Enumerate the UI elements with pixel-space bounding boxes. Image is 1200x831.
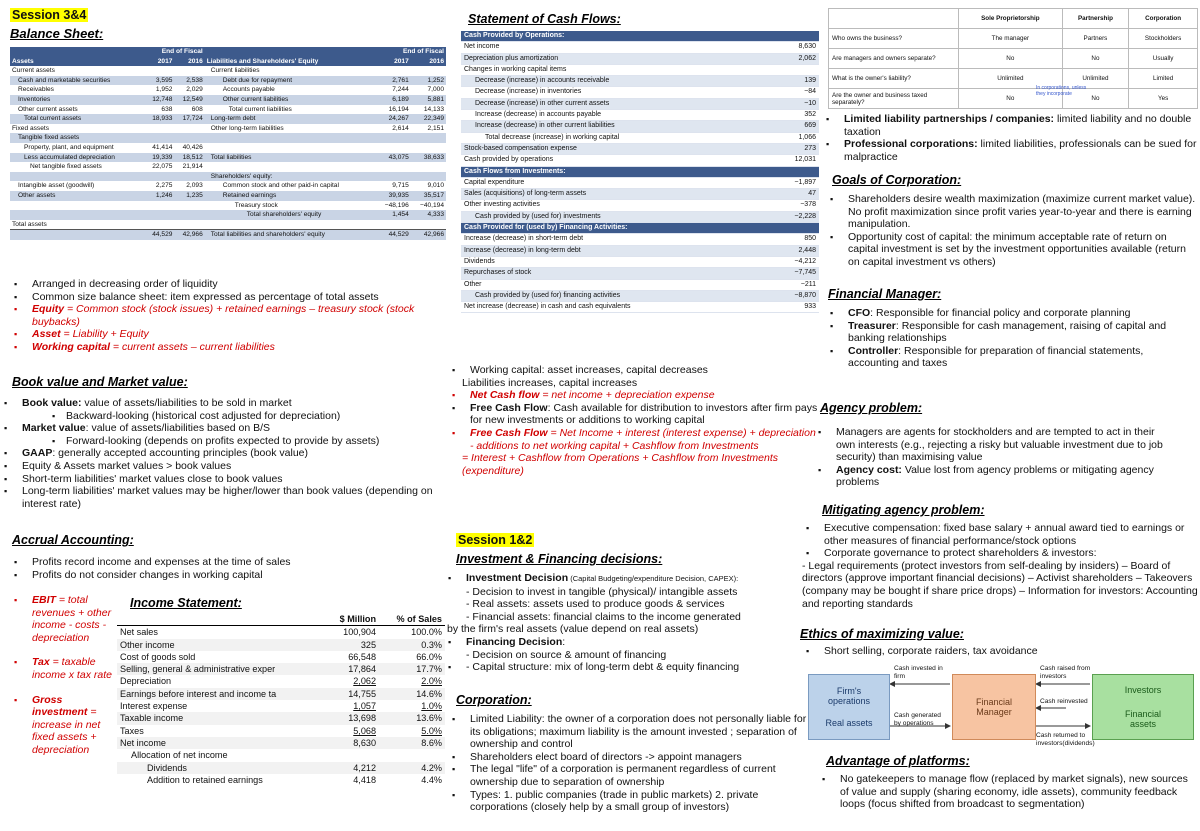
corporation-heading: Corporation: [456, 693, 532, 707]
income-formulas [10, 594, 114, 757]
bs-bullet: ▪ Common size balance sheet: item expressed as percentage of total assets [10, 291, 450, 304]
fin-line: - Decision on source & amount of financing [466, 648, 667, 661]
is-row: Allocation of net income [131, 750, 228, 761]
bs-header-row: Assets 2017 2016 Liabilities and Shareholders' Equity 2017 2016 [12, 57, 444, 65]
forms-row: Are the owner and business taxed separately? No No Yes [829, 89, 1198, 109]
inv-line: - Decision to invest in tangible (physical)/ intangible assets [466, 585, 738, 598]
is-row: Dividends 4,212 4.2% [117, 762, 445, 774]
balance-sheet-table [10, 47, 446, 240]
asset-formula: ▪ Asset = Liability + Equity [10, 328, 450, 341]
cash-flow-heading: Statement of Cash Flows: [468, 12, 621, 26]
wc-note: ▪ Working capital: asset increases, capital decreases [448, 364, 818, 377]
treasurer-item: ▪ Treasurer: Responsible for cash management, raising of capital and banking relationships [826, 320, 1176, 345]
gaap-item: ▪ GAAP: generally accepted accounting principles (book value) [0, 447, 455, 460]
cf-row: Decrease (increase) in accounts receivable 139 [461, 76, 819, 87]
corp-bullet: ▪ Shareholders elect board of directors -> appoint managers [448, 751, 816, 764]
bs-bullet: ▪ Arranged in decreasing order of liquidity [10, 278, 450, 291]
session-3-4-label: Session 3&4 [12, 8, 87, 22]
cf-row: Cash provided by (used for) investments −2,228 [461, 211, 819, 222]
is-row: Taxable income 13,698 13.6% [117, 712, 445, 724]
financial-manager-list [826, 307, 1176, 370]
mitigating-bullet: ▪ Executive compensation: fixed base salary + annual award tied to earnings or other measures of financial performance/stock options [802, 522, 1198, 547]
ethics-heading: Ethics of maximizing value: [800, 627, 964, 641]
label-cash-raised: Cash raised from investors [1040, 665, 1091, 680]
platforms-heading: Advantage of platforms: [826, 754, 970, 768]
market-value-item: ▪ Market value: value of assets/liabilities based on B/S [0, 422, 455, 435]
label-cash-invested: Cash invested in firm [894, 665, 943, 680]
accrual-bullet: ▪ Profits record income and expenses at the time of sales [10, 556, 450, 569]
cf-row: Decrease (increase) in inventories −84 [461, 87, 819, 98]
is-header-row: $ Million % of Sales [117, 613, 445, 626]
corporation-list [448, 713, 816, 814]
llp-item: ▪ Limited liability partnerships / companies: limited liability and no double taxation [822, 113, 1198, 138]
income-statement-table [117, 613, 445, 786]
is-row: Depreciation 2,062 2.0% [120, 676, 442, 687]
book-value-item: ▪ Book value: value of assets/liabilities to be sold in market [0, 397, 455, 410]
cf-row: Cash Provided by Operations: [461, 31, 819, 42]
ethics-bullet: ▪ Short selling, corporate raiders, tax avoidance [802, 645, 1198, 658]
balance-sheet-notes [10, 278, 450, 354]
bs-row: Fixed assets Other long-term liabilities 2,614 2,151 [12, 124, 444, 132]
book-value-sub: ▪ Backward-looking (historical cost adjusted for depreciation) [0, 410, 455, 423]
cf-row: Changes in working capital items [461, 64, 819, 75]
bs-row: Treasury stock −48,196 −40,194 [234, 201, 444, 209]
forms-row: What is the owner's liability? Unlimited Unlimited Limited [829, 69, 1198, 89]
mitigating-bullet: ▪ Corporate governance to protect shareholders & investors: [802, 547, 1198, 560]
book-market-value-list [0, 397, 455, 510]
cf-row: Other investing activities −378 [461, 200, 819, 211]
investment-financing-heading: Investment & Financing decisions: [456, 552, 663, 566]
bs-row: Other assets 1,246 1,235 Retained earnings 39,935 35,517 [10, 191, 446, 201]
cfo-item: ▪ CFO: Responsible for financial policy and corporate planning [826, 307, 1176, 320]
bs-row: Property, plant, and equipment 41,414 40,426 [24, 143, 203, 151]
goals-bullet: ▪ Shareholders desire wealth maximization (maximize current market value). No profit maximization since profit varies year-to-year and there is earning manipulation. [826, 193, 1198, 231]
cf-row: Stock-based compensation expense 273 [461, 143, 819, 154]
agency-problem-heading: Agency problem: [820, 401, 923, 415]
cf-row: Decrease (increase) in other current assets −10 [461, 98, 819, 109]
is-row: Interest expense 1,057 1.0% [120, 701, 442, 712]
cf-row: Cash provided by operations 12,031 [461, 155, 819, 166]
balance-sheet-heading: Balance Sheet: [10, 26, 104, 41]
cash-flow-notes [448, 364, 818, 477]
cf-row: Dividends −4,212 [461, 256, 819, 267]
mitigating-agency-list [802, 522, 1198, 610]
business-forms-table [828, 8, 1198, 109]
cash-flow-table [461, 31, 819, 313]
mitigating-text: - Legal requirements (protect investors from self-dealing by insiders) – Board of directors (approve important financial decisions) – Activist shareholders – Takeovers (company may be bought if share price drops) – Information for investors: Accounting and reporting standards [802, 559, 1198, 610]
accrual-bullet: ▪ Profits do not consider changes in working capital [10, 569, 450, 582]
bs-row: Other current assets 638 608 Total current liabilities 16,194 14,133 [18, 105, 444, 113]
corp-bullet: ▪ Types: 1. public companies (trade in public markets) 2. private corporations (closely help by a small group of investors) [448, 789, 816, 814]
income-statement-heading: Income Statement: [130, 596, 242, 610]
goals-bullet: ▪ Opportunity cost of capital: the minimum acceptable rate of return on capital investment is set by the investment opportunities available (return on capital investment vs others) [826, 231, 1198, 269]
is-row: Earnings before interest and income ta 14,755 14.6% [117, 688, 445, 700]
working-capital-formula: ▪ Working capital = current assets – current liabilities [10, 341, 450, 354]
investment-decision: ▪ Investment Decision (Capital Budgeting/expenditure Decision, CAPEX): [444, 572, 818, 586]
bs-row: Intangible asset (goodwill) 2,275 2,093 Common stock and other paid-in capital 9,715 9,010 [18, 182, 444, 190]
bs-row: Net tangible fixed assets 22,075 21,914 [30, 163, 203, 171]
cf-row: Increase (decrease) in accounts payable 352 [461, 110, 819, 121]
cf-row: Capital expenditure −1,897 [461, 177, 819, 188]
bs-header-row: End of Fiscal End of Fiscal [10, 47, 446, 57]
cf-row: Net increase (decrease) in cash and cash equivalents 933 [461, 302, 819, 313]
cf-row: Total decrease (increase) in working capital 1,066 [461, 132, 819, 143]
cf-row: Net income 8,630 [461, 42, 819, 53]
mitigating-agency-heading: Mitigating agency problem: [822, 503, 985, 517]
bs-row: Current assets Current liabilities [12, 67, 260, 75]
book-market-value-heading: Book value and Market value: [12, 375, 188, 389]
goals-list [826, 193, 1198, 269]
firm-operations-box: Firm's operations Real assets [808, 674, 890, 740]
cf-row: Other −211 [461, 279, 819, 290]
bs-row: Total assets [12, 220, 47, 228]
investors-box: Investors Financial assets [1092, 674, 1194, 740]
professional-corp-item: ▪ Professional corporations: limited liabilities, professionals can be sued for malpractice [822, 138, 1198, 163]
agency-problem-list [814, 426, 1164, 489]
bs-row: Total shareholders' equity 1,454 4,333 [10, 210, 446, 220]
market-value-sub: ▪ Forward-looking (depends on profits expected to provide by assets) [0, 435, 455, 448]
controller-item: ▪ Controller: Responsible for preparation of financial statements, accounting and taxes [826, 345, 1176, 370]
bs-row: Total current assets 18,933 17,724 Long-term debt 24,267 22,349 [10, 114, 446, 124]
accrual-accounting-heading: Accrual Accounting: [12, 533, 134, 547]
agency-cost-item: ▪ Agency cost: Value lost from agency problems or mitigating agency problems [814, 464, 1164, 489]
net-cash-flow-formula: ▪ Net Cash flow = net income + depreciation expense [448, 389, 818, 402]
cf-row: Depreciation plus amortization 2,062 [461, 53, 819, 64]
cf-row: Sales (acquisitions) of long-term assets 47 [461, 189, 819, 200]
accrual-accounting-list [10, 556, 450, 581]
cf-row: Repurchases of stock −7,745 [461, 268, 819, 279]
bs-row: Receivables 1,952 2,029 Accounts payable 7,244 7,000 [18, 86, 444, 94]
ethics-list [802, 645, 1198, 658]
bv-bullet: ▪ Long-term liabilities' market values may be higher/lower than book values (depending on interest rate) [0, 485, 455, 510]
forms-row: Are managers and owners separate? No No Usually [829, 49, 1198, 69]
platforms-list [818, 773, 1198, 811]
free-cash-flow-formula-2: = Interest + Cashflow from Operations + Cashflow from Investments (expenditure) [462, 452, 779, 477]
cf-row: Cash Provided for (used by) Financing Activities: [461, 223, 819, 234]
is-row: Taxes 5,068 5.0% [120, 725, 442, 736]
free-cash-flow-formula: ▪ Free Cash Flow = Net Income + interest (interest expense) + depreciation - additions to net working capital + Cashflow from Investments [448, 427, 818, 452]
fin-line: ▪ - Capital structure: mix of long-term debt & equity financing [444, 661, 818, 674]
free-cash-flow-def: ▪ Free Cash Flow: Cash available for distribution to investors after firm pays for new investments or additions to working capital [448, 402, 818, 427]
wc-note-2: Liabilities increases, capital increases [462, 376, 638, 389]
platforms-bullet: ▪ No gatekeepers to manage flow (replaced by market signals), new sources of value and supply (sharing economy, idle assets), community feedback loops (focus shifted from broadcast to segmentation) [818, 773, 1198, 811]
forms-table-note: In corporations, unless they incorporate [1036, 85, 1087, 97]
is-row: Selling, general & administrative exper 17,864 17.7% [117, 663, 445, 675]
label-cash-returned: Cash returned to investors(dividends) [1036, 732, 1095, 747]
is-row: Net sales 100,904 100.0% [120, 627, 442, 638]
bs-row: Shareholders' equity: [10, 172, 446, 182]
is-row: Other income 325 0.3% [117, 639, 445, 651]
cf-row: Cash provided by (used for) financing activities −8,870 [461, 290, 819, 301]
corp-bullet: ▪ The legal "life" of a corporation is permanent regardless of current ownership due to separation of ownership [448, 763, 816, 788]
cf-row: Cash Flows from Investments: [461, 166, 819, 177]
ebit-formula: ▪ EBIT = total revenues + other income - costs - depreciation [10, 594, 114, 644]
inv-line: - Financial assets: financial claims to the income generated [466, 610, 741, 623]
inv-line-last: by the firm's real assets (value depend on real assets) [447, 623, 699, 636]
corp-bullet: ▪ Limited Liability: the owner of a corporation does not personally liable for its obligations; maximum liability is the amount invested ; separation of ownership and control [448, 713, 816, 751]
cash-flow-diagram [806, 664, 1196, 754]
is-row: Addition to retained earnings 4,418 4.4% [147, 774, 442, 785]
bs-row: Inventories 12,748 12,549 Other current liabilities 6,189 5,881 [10, 95, 446, 105]
bs-row: 44,529 42,966 Total liabilities and shareholders' equity 44,529 42,966 [10, 230, 446, 240]
cf-row: Increase (decrease) in other current liabilities 669 [461, 121, 819, 132]
goals-heading: Goals of Corporation: [832, 173, 962, 187]
tax-formula: ▪ Tax = taxable income x tax rate [10, 656, 114, 681]
inv-line: - Real assets: assets used to produce goods & services [466, 598, 725, 611]
bs-row: Tangible fixed assets [10, 133, 446, 143]
bv-bullet: ▪ Equity & Assets market values > book values [0, 460, 455, 473]
gross-investment-formula: ▪ Gross investment = increase in net fixed assets + depreciation [10, 694, 114, 757]
investment-financing-list [444, 572, 818, 674]
is-row: Net income 8,630 8.6% [117, 737, 445, 749]
bs-row: Less accumulated depreciation 19,339 18,512 Total liabilities 43,075 38,633 [10, 153, 446, 163]
agency-bullet: ▪ Managers are agents for stockholders and are tempted to act in their own interests (e.g., rejecting a risky but valuable investment due to job security) than maximising value [814, 426, 1164, 464]
session-1-2-label: Session 1&2 [458, 533, 533, 547]
financial-manager-box: Financial Manager [952, 674, 1036, 740]
bs-row: Cash and marketable securities 3,595 2,538 Debt due for repayment 2,761 1,252 [10, 76, 446, 86]
is-row: Cost of goods sold 66,548 66.0% [120, 651, 442, 662]
cf-row: Increase (decrease) in long-term debt 2,448 [461, 245, 819, 256]
label-cash-reinvested: Cash reinvested [1040, 698, 1088, 705]
bv-bullet: ▪ Short-term liabilities' market values close to book values [0, 473, 455, 486]
financial-manager-heading: Financial Manager: [828, 287, 942, 301]
equity-formula: ▪ Equity = Common stock (stock issues) + retained earnings – treasury stock (stock buybacks) [10, 303, 450, 328]
forms-row: Who owns the business? The manager Partners Stockholders [829, 29, 1198, 49]
partnership-types [822, 113, 1198, 163]
cf-row: Increase (decrease) in short-term debt 850 [461, 234, 819, 245]
financing-decision: ▪ Financing Decision: [444, 636, 818, 649]
label-cash-generated: Cash generated by operations [894, 712, 941, 727]
forms-header-row: Sole Proprietorship Partnership Corporation [829, 9, 1198, 29]
